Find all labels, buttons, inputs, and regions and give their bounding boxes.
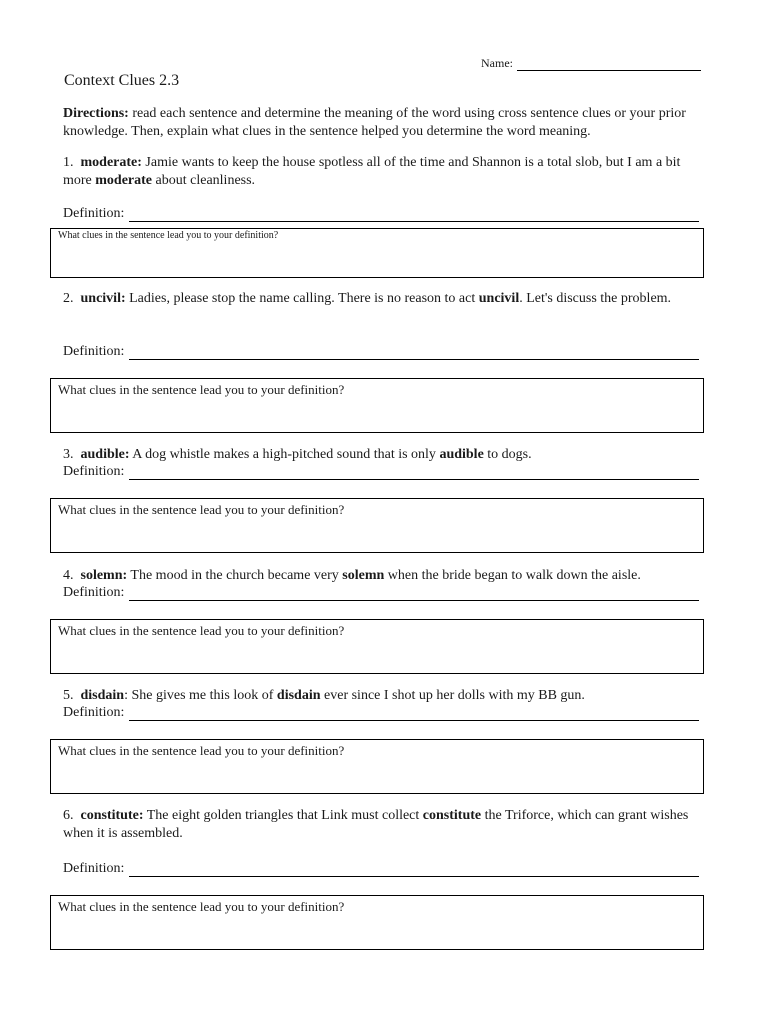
definition-row-3[interactable] xyxy=(63,464,699,480)
sentence-pre: Jamie wants to keep the house spotless all of the time and Shannon is a total slob, but I am a bit more xyxy=(63,155,681,188)
definition-label: Definition: xyxy=(63,344,125,359)
sentence-bold-word: solemn xyxy=(342,568,385,583)
question-2 xyxy=(63,290,708,308)
definition-label: Definition: xyxy=(63,464,125,479)
directions-label: Directions: xyxy=(63,106,129,121)
definition-blank-line[interactable] xyxy=(129,207,699,222)
sentence-bold-word: audible xyxy=(439,447,484,462)
clue-prompt: What clues in the sentence lead you to your definition? xyxy=(58,502,345,517)
sentence-bold-word: uncivil xyxy=(478,291,520,306)
vocab-word: disdain xyxy=(80,688,125,703)
clue-prompt: What clues in the sentence lead you to your definition? xyxy=(58,743,345,758)
definition-blank-line[interactable] xyxy=(129,465,699,480)
worksheet-title: Context Clues 2.3 xyxy=(64,72,180,89)
question-5 xyxy=(63,687,708,705)
sentence-post: ever since I shot up her dolls with my BB gun. xyxy=(320,688,585,703)
question-6 xyxy=(63,807,708,843)
definition-label: Definition: xyxy=(63,705,125,720)
question-number: 4. xyxy=(63,568,74,583)
vocab-word: constitute: xyxy=(80,808,144,823)
sentence-post: to dogs. xyxy=(483,447,532,462)
question-4 xyxy=(63,567,708,585)
question-1 xyxy=(63,154,708,190)
vocab-word: uncivil: xyxy=(80,291,126,306)
definition-row-6[interactable] xyxy=(63,861,699,877)
name-blank-line[interactable] xyxy=(517,59,701,71)
directions xyxy=(63,105,708,141)
definition-row-4[interactable] xyxy=(63,585,699,601)
clue-prompt: What clues in the sentence lead you to your definition? xyxy=(58,623,345,638)
sentence-bold-word: constitute xyxy=(422,808,482,823)
definition-blank-line[interactable] xyxy=(129,706,699,721)
sentence-pre: A dog whistle makes a high-pitched sound that is only xyxy=(129,447,440,462)
vocab-word: audible: xyxy=(80,447,130,462)
definition-row-5[interactable] xyxy=(63,705,699,721)
name-label: Name: xyxy=(481,56,513,70)
clue-box-4[interactable] xyxy=(50,619,704,674)
definition-label: Definition: xyxy=(63,861,125,876)
directions-text: read each sentence and determine the meaning of the word using cross sentence clues or your prior knowledge. Then, explain what clues in the sentence helped you determine the word meaning. xyxy=(63,106,686,139)
clue-prompt: What clues in the sentence lead you to your definition? xyxy=(58,230,279,241)
definition-blank-line[interactable] xyxy=(129,586,699,601)
sentence-bold-word: moderate xyxy=(95,173,153,188)
clue-prompt: What clues in the sentence lead you to your definition? xyxy=(58,382,345,397)
clue-box-6[interactable] xyxy=(50,895,704,950)
definition-blank-line[interactable] xyxy=(129,345,699,360)
definition-row-2[interactable] xyxy=(63,344,699,360)
clue-prompt: What clues in the sentence lead you to your definition? xyxy=(58,899,345,914)
sentence-pre: Ladies, please stop the name calling. There is no reason to act xyxy=(125,291,479,306)
definition-label: Definition: xyxy=(63,585,125,600)
definition-blank-line[interactable] xyxy=(129,862,699,877)
question-number: 1. xyxy=(63,155,74,170)
clue-box-3[interactable] xyxy=(50,498,704,553)
sentence-post: about cleanliness. xyxy=(152,173,256,188)
vocab-word: moderate: xyxy=(80,155,142,170)
sentence-bold-word: disdain xyxy=(276,688,321,703)
sentence-post: the Triforce, which can grant wishes when it is assembled. xyxy=(63,808,689,841)
question-number: 3. xyxy=(63,447,74,462)
clue-box-2[interactable] xyxy=(50,378,704,433)
name-field[interactable] xyxy=(481,56,701,71)
definition-label: Definition: xyxy=(63,206,125,221)
sentence-pre: The mood in the church became very xyxy=(127,568,343,583)
question-number: 2. xyxy=(63,291,74,306)
question-number: 6. xyxy=(63,808,74,823)
sentence-pre: : She gives me this look of xyxy=(124,688,277,703)
question-number: 5. xyxy=(63,688,74,703)
definition-row-1[interactable] xyxy=(63,206,699,222)
sentence-post: when the bride began to walk down the aisle. xyxy=(384,568,641,583)
vocab-word: solemn: xyxy=(80,568,128,583)
question-3 xyxy=(63,446,708,464)
sentence-post: . Let's discuss the problem. xyxy=(519,291,672,306)
clue-box-5[interactable] xyxy=(50,739,704,794)
clue-box-1[interactable] xyxy=(50,228,704,278)
sentence-pre: The eight golden triangles that Link must collect xyxy=(143,808,423,823)
